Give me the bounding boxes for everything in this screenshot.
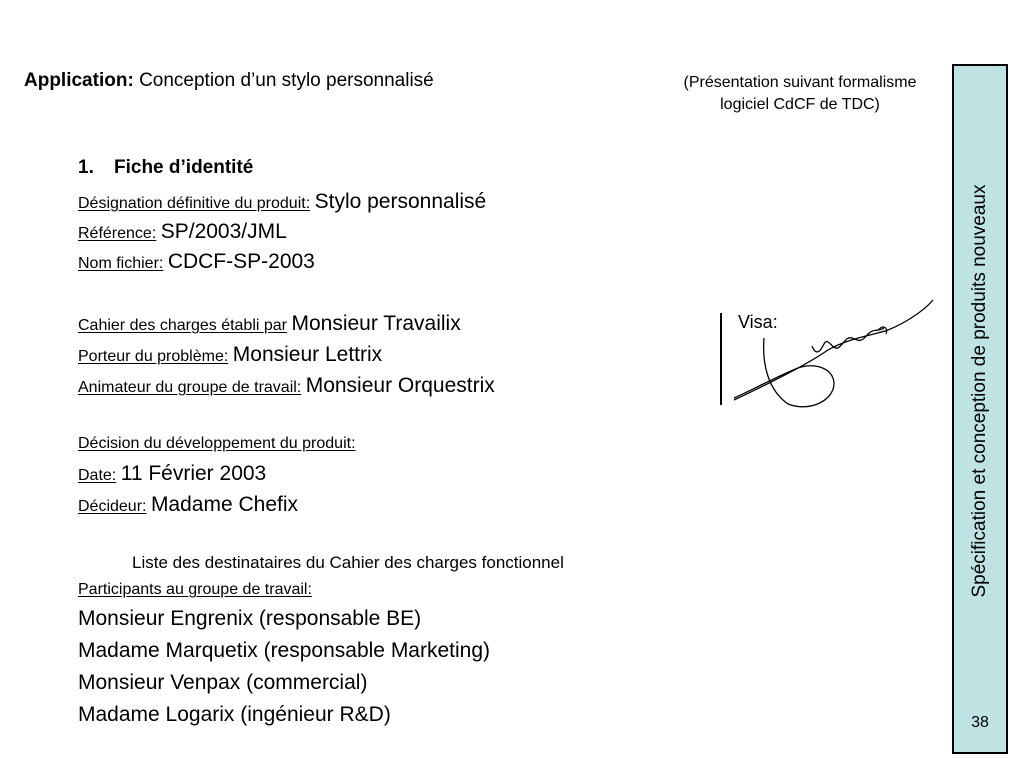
designation-row (78, 190, 486, 214)
participants-label: Participants au groupe de travail: (78, 581, 312, 598)
date-label: Date: (78, 467, 117, 484)
filename-row (78, 250, 315, 274)
note-line-1: (Présentation suivant formalisme (683, 74, 917, 91)
author-value: Monsieur Travailix (291, 312, 461, 335)
filename-label: Nom fichier: (78, 255, 164, 272)
participant-2: Madame Marquetix (responsable Marketing) (78, 639, 491, 662)
reference-value: SP/2003/JML (160, 220, 287, 243)
section-title: Fiche d’identité (114, 157, 254, 178)
designation-label: Désignation définitive du produit: (78, 195, 311, 212)
author-label: Cahier des charges établi par (78, 317, 288, 334)
reference-label: Référence: (78, 225, 157, 242)
reference-row (78, 220, 287, 244)
note-line-2: logiciel CdCF de TDC) (720, 96, 880, 113)
title-text: Conception d’un stylo personnalisé (139, 70, 434, 91)
date-row (78, 462, 266, 486)
decider-value: Madame Chefix (150, 493, 298, 516)
recipients-title: Liste des destinataires du Cahier des charges fonctionnel (132, 553, 564, 572)
section-heading (78, 157, 253, 179)
date-value: 11 Février 2003 (120, 462, 267, 485)
page-title (24, 70, 434, 92)
slide-number: 38 (971, 714, 989, 731)
title-label: Application: (24, 70, 134, 91)
visa-divider (720, 313, 722, 405)
facilitator-label: Animateur du groupe de travail: (78, 379, 302, 396)
sidebar-title: Spécification et conception de produits nouveaux (969, 184, 990, 598)
decider-label: Décideur: (78, 498, 147, 515)
owner-label: Porteur du problème: (78, 348, 229, 365)
participant-3: Monsieur Venpax (commercial) (78, 671, 368, 694)
owner-value: Monsieur Lettrix (232, 343, 383, 366)
decider-row (78, 493, 298, 517)
decision-heading: Décision du développement du produit: (78, 435, 356, 452)
signature (728, 294, 938, 414)
participant-1: Monsieur Engrenix (responsable BE) (78, 607, 422, 630)
participant-4: Madame Logarix (ingénieur R&D) (78, 703, 391, 726)
filename-value: CDCF-SP-2003 (167, 250, 315, 273)
facilitator-value: Monsieur Orquestrix (305, 374, 495, 397)
author-row (78, 312, 461, 336)
sidebar-band (952, 64, 1008, 754)
owner-row (78, 343, 382, 367)
visa-label: Visa: (738, 312, 778, 332)
facilitator-row (78, 374, 495, 398)
section-number: 1. (78, 157, 94, 178)
formalism-note (650, 72, 950, 116)
designation-value: Stylo personnalisé (314, 190, 487, 213)
